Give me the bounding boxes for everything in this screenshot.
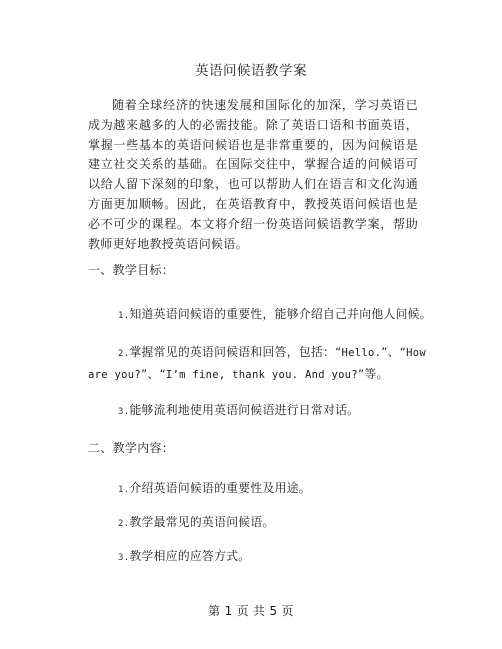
- greeting-hello: Hello.: [341, 347, 382, 359]
- item-text: 教学最常见的英语问候语。: [129, 515, 275, 529]
- item-number: 1.: [118, 485, 130, 495]
- page-footer: 第 1 页 共 5 页: [208, 604, 294, 618]
- list-item: [118, 479, 311, 499]
- intro-paragraph: 随着全球经济的快速发展和国际化的加深，学习英语已成为越来越多的人的必需技能。除了英语口语和书面英语，掌握一些基本的英语问候语也是非常重要的，因为问候语是建立社交关系的基础。在国际交往中，掌握合适的问候语可以给人留下深刻的印象，也可以帮助人们在语言和文化沟通方面更加顺畅。因此，在英语教育中，教授英语问候语也是必不可少的课程。本文将介绍一份英语问候语教学案，帮助教师更好地教授英语问候语。: [88, 98, 418, 251]
- item-number: 1.: [118, 311, 130, 321]
- item-text: 掌握常见的英语问候语和回答，包括：“: [129, 345, 342, 359]
- greeting-how-are-you-part2: are you?: [88, 368, 141, 381]
- section-heading-content: 二、教学内容：: [88, 441, 175, 455]
- item-text: 能够流利地使用英语问候语进行日常对话。: [129, 403, 360, 417]
- item-number: 3.: [118, 553, 130, 563]
- item-text: 介绍英语问候语的重要性及用途。: [129, 481, 311, 495]
- section-heading-objectives: 一、教学目标：: [88, 263, 175, 277]
- list-item: [88, 343, 427, 385]
- greeting-how-are-you-part1: How: [406, 347, 427, 359]
- list-item: [118, 513, 275, 533]
- list-item: [118, 401, 359, 421]
- item-text: ”、“: [381, 345, 407, 359]
- document-title: 英语问候语教学案: [195, 63, 307, 79]
- item-text: ”等。: [357, 366, 389, 381]
- item-text: ”、“: [140, 366, 166, 381]
- list-item: [118, 547, 250, 567]
- greeting-fine-response: I’m fine, thank you. And you?: [165, 368, 358, 381]
- item-number: 2.: [118, 349, 130, 359]
- item-number: 2.: [118, 519, 130, 529]
- item-text: 知道英语问候语的重要性，能够介绍自己并向他人问候。: [129, 307, 432, 321]
- item-text: 教学相应的应答方式。: [129, 549, 251, 563]
- list-item: [118, 305, 432, 325]
- item-number: 3.: [118, 407, 130, 417]
